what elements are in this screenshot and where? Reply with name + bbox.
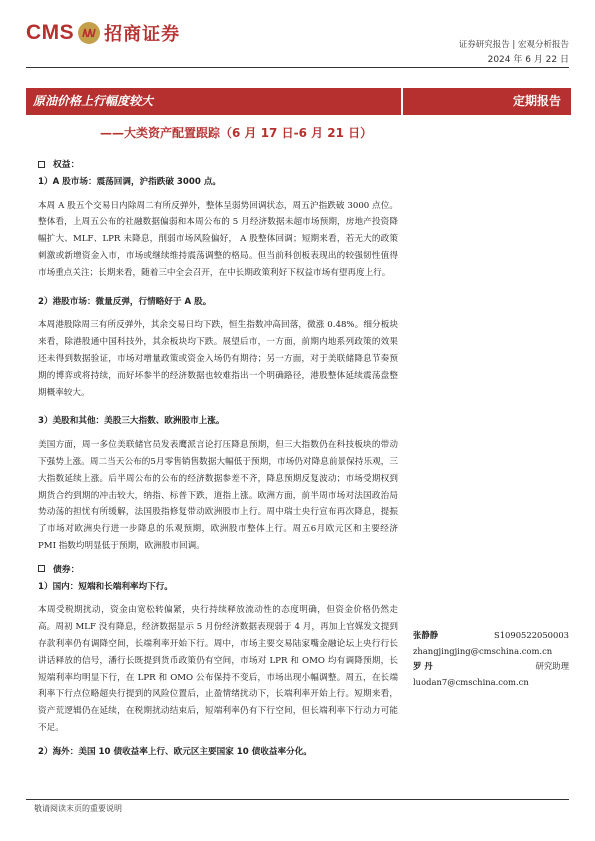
bullet-square-icon [38, 565, 45, 572]
footer-divider [26, 799, 569, 800]
paragraph-a-share: 本周 A 股五个交易日内除周二有所反弹外，整体呈弱势回调状态，周五沪指跌破 3000 点位。整体看，上周五公布的社融数据偏弱和本周公布的 5 月经济数据未超市场预期，房地产投资降幅扩大、MLF、LPR 未降息，削弱市场风险偏好， A 股整体回调；短期来看，若无大的政策刺激或新增资金入市，市场或继续维持震荡调整的格局。但当前科创板表现出的较强韧性值得市场重点关注；长期来看，随着三中全会召开，在中长期政策利好下权益市场有望再度上行。 [38, 200, 398, 278]
main-content [38, 157, 398, 761]
bullet-square-icon [38, 161, 45, 168]
contact-row [413, 659, 569, 675]
report-subtitle: ——大类资产配置跟踪（6 月 17 日-6 月 21 日） [100, 126, 373, 140]
paragraph-us: 美国方面，周一多位美联储官员发表鹰派言论打压降息预期，但三大指数仍在科技板块的带动下强势上涨。周二当天公布的5月零售销售数据大幅低于预期，市场仍对降息前景保持乐观，三大指数延续上涨。后半周公布的公布的经济数据参差不齐，降息预期反复波动；市场受期权到期货合约到期的冲击较大，纳指、标普下跌，道指上涨。欧洲方面，前半周市场对法国政治局势动荡的担忧有所缓解，法国股指修复带动欧洲股市上行。周中瑞士央行宣布再次降息，提振了市场对欧洲央行进一步降息的乐观预期，欧洲股市整体上行。周五6月欧元区和主要经济 PMI 指数均明显低于预期，欧洲股市回调。 [38, 440, 398, 551]
subheading-domestic: 1）国内：短端和长端利率均下行。 [38, 581, 173, 592]
footer-note: 敬请阅读末页的重要说明 [34, 804, 122, 813]
logo-text-cn: 招商证券 [104, 24, 181, 45]
analyst-email[interactable]: luodan7@cmschina.com.cn [413, 676, 529, 687]
subheading-us: 3）美股和其他：美股三大指数、欧洲股市上涨。 [38, 416, 225, 427]
logo-text-en: CMS [26, 21, 75, 44]
section-heading-bond: 债券： [38, 562, 398, 579]
logo-emblem-icon [78, 22, 100, 44]
paragraph-hk: 本周港股除周三有所反弹外，其余交易日均下跌，恒生指数冲高回落，微涨 0.48%。细分板块来看，除港股通中国科技外，其余板块均下跌。展望后市，一方面，前期内地系列政策的效果还未得到数据验证，市场对增量政策或资金入场仍有期待；另一方面，对于美联储降息节奏预期的博弈或将持续，而好坏参半的经济数据也较难指出一个明确路径，港股整体延续震荡盘整期概率较大。 [38, 320, 398, 398]
analyst-license-id: S1090522050003 [493, 630, 569, 640]
analyst-email[interactable]: zhangjingjing@cmschina.com.cn [413, 645, 553, 656]
paragraph-domestic: 本周受税期扰动，资金由宽松转偏紧，央行持续释放流动性的态度明确，但资金价格仍然走高。周初 MLF 没有降息，经济数据显示 5 月份经济数据表现弱于 4 月，再加上官媒发文提到存款利率仍有调降空间，长端利率开始下行。周中，市场主要交易陆家嘴金融论坛上央行行长讲话释放的信号，潘行长既提到货币政策仍有空间，市场对 LPR 和 OMO 均有调降预期，长短端利率均明显下行，在 LPR 和 OMO 公布保持不变后，市场出现小幅调整。周五，在长端利率下行点位略超央行提到的风险位置后，止盈情绪扰动下，长端利率开始上行。短期来看，资产荒逻辑仍在延续，在税期扰动结束后，短端利率仍有下行空间，但长端利率下行动力可能不足。 [38, 605, 398, 733]
subheading-hk: 2）港股市场：微量反弹，行情略好于 A 股。 [38, 296, 212, 307]
report-tag: 定期报告 [403, 88, 571, 115]
report-type: 证券研究报告 | 宏观分析报告 [458, 40, 569, 50]
analyst-contacts [413, 628, 569, 690]
analyst-name: 张静静 [413, 630, 439, 640]
report-title: 原油价格上行幅度较大 [26, 88, 401, 115]
report-date: 2024 年 6 月 22 日 [487, 55, 569, 65]
analyst-name: 罗 丹 [413, 661, 433, 671]
section-heading-equity: 权益： [38, 157, 398, 174]
subheading-overseas: 2）海外：美国 10 债收益率上行、欧元区主要国家 10 债收益率分化。 [38, 746, 312, 757]
header-divider [26, 67, 569, 68]
analyst-role: 研究助理 [535, 661, 569, 671]
subheading-a-share: 1）A 股市场：震荡回调，沪指跌破 3000 点。 [38, 176, 222, 187]
company-logo [26, 18, 180, 48]
contact-row [413, 628, 569, 644]
